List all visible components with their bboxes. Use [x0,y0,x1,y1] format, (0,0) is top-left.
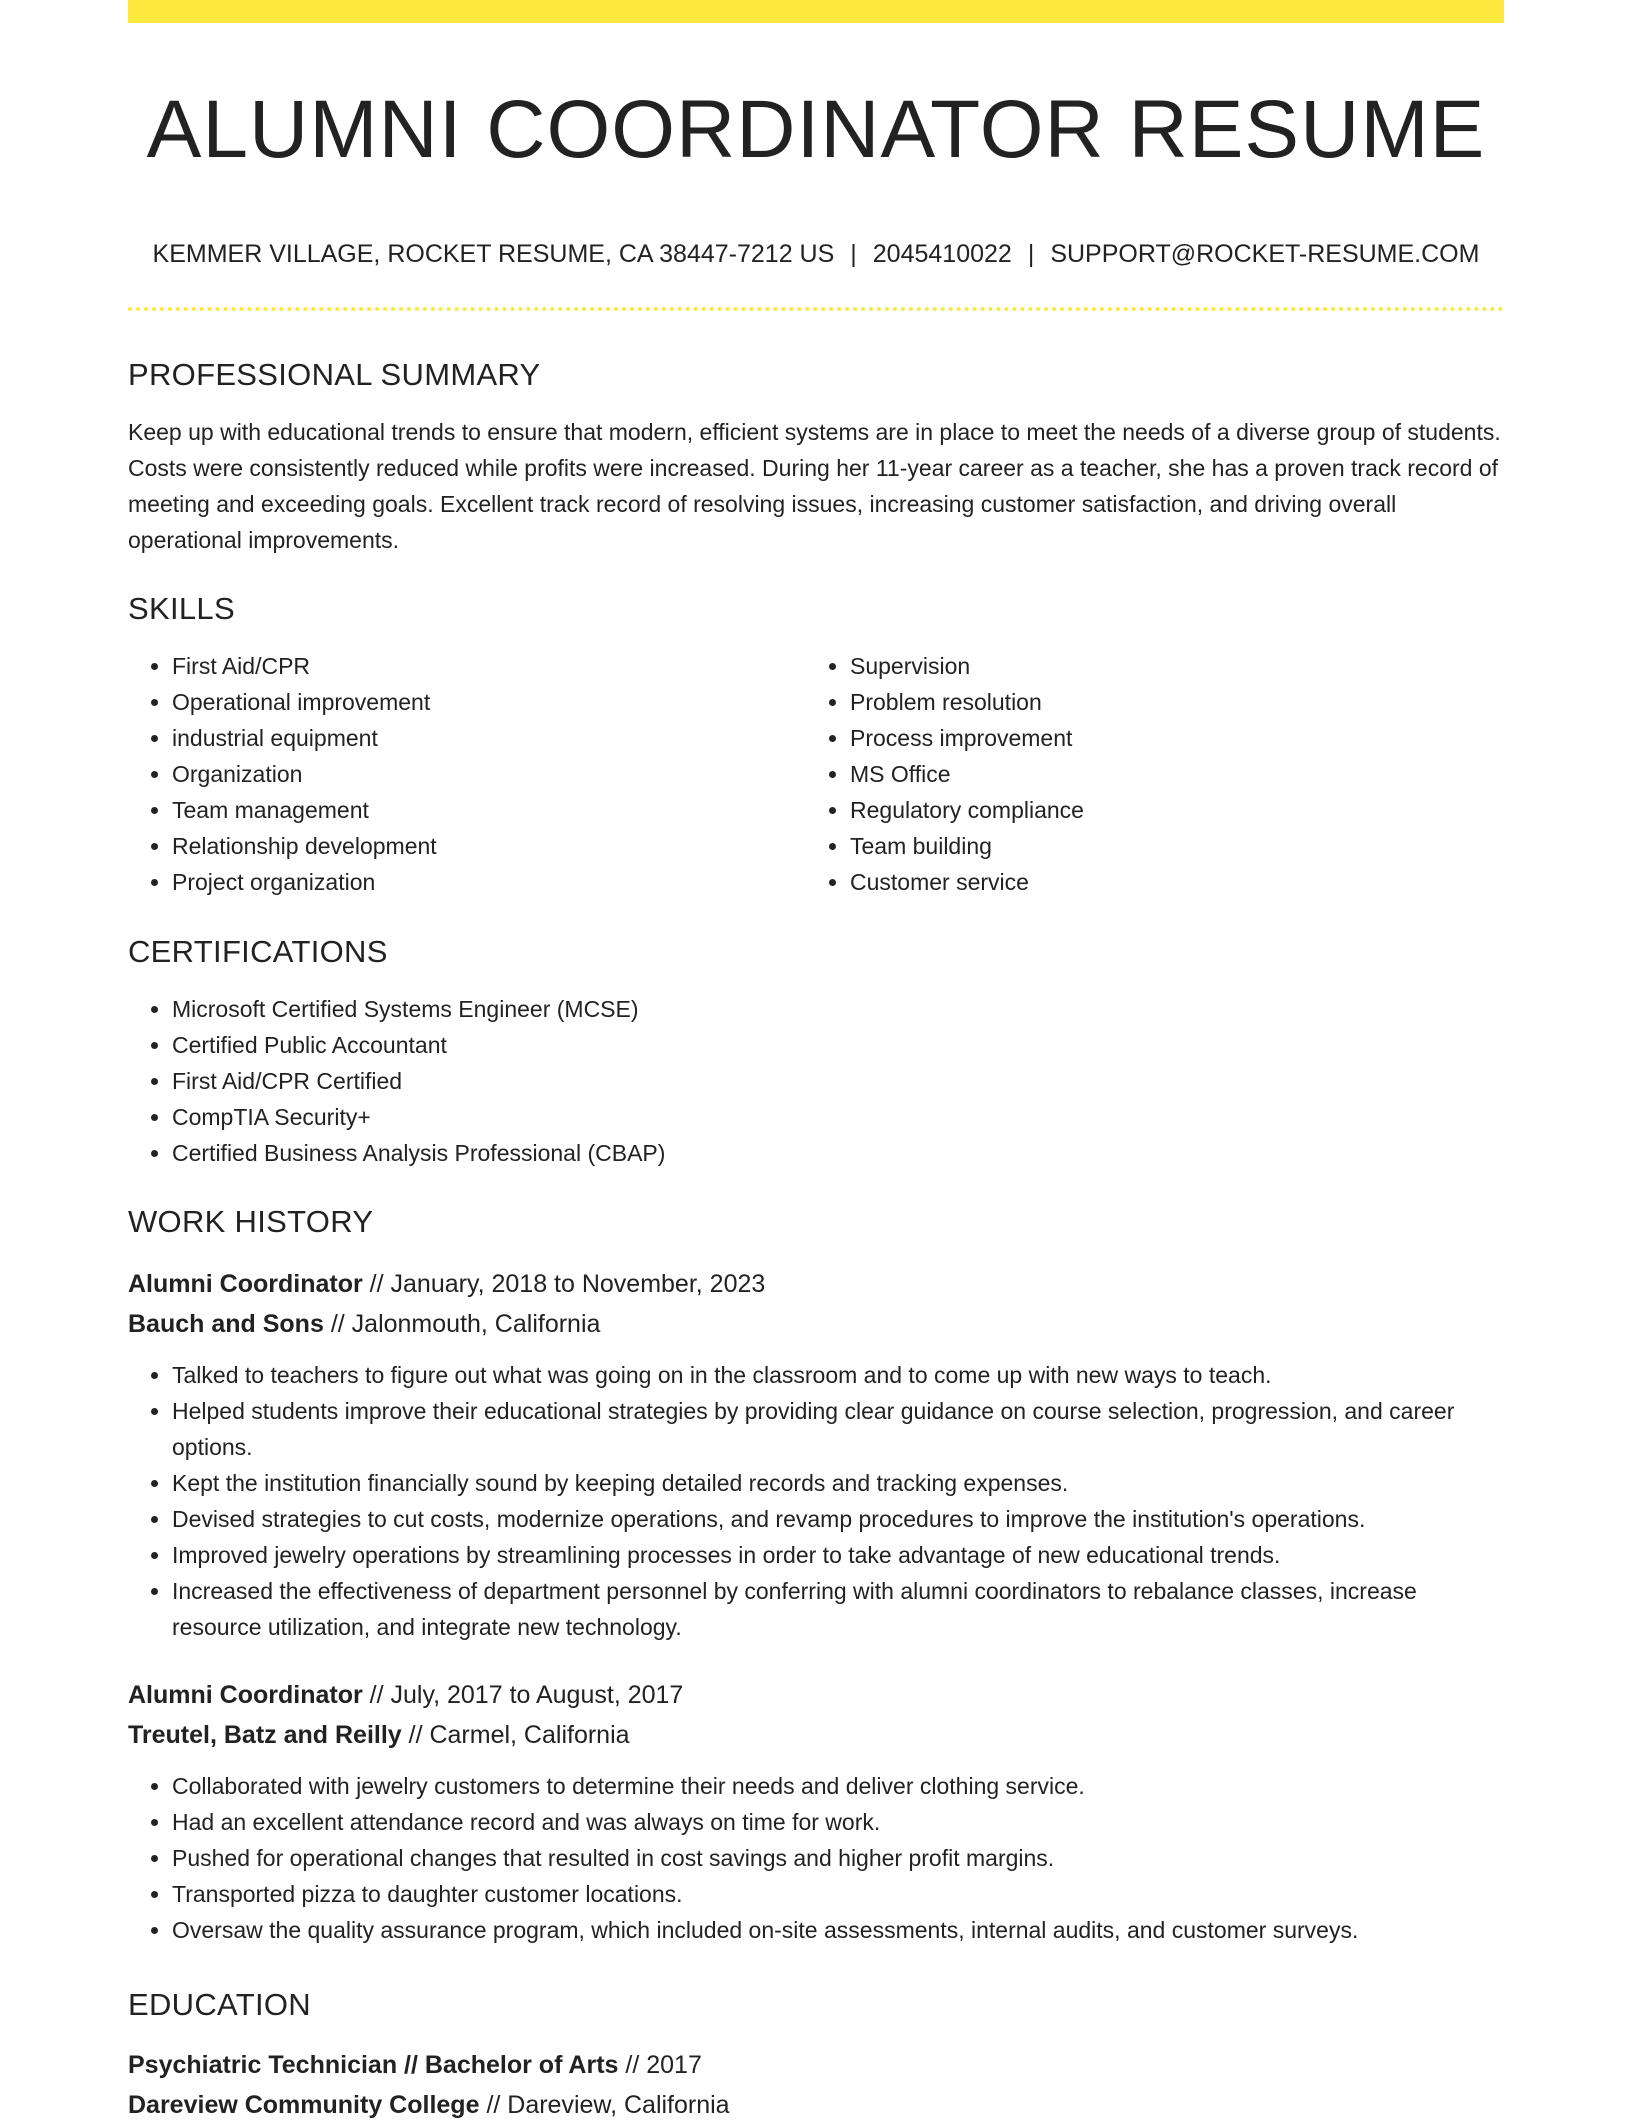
skill-item: • First Aid/CPR [172,648,806,684]
job-company-line [128,1304,1504,1344]
skills-list-right [806,648,1484,900]
education-degree-line [128,2045,1504,2085]
contact-line [128,236,1504,272]
education-school: Dareview Community College [128,2091,480,2119]
summary-section [128,355,1504,558]
job-entry [128,1675,1504,1948]
education-school-line [128,2085,1504,2125]
resume-title: ALUMNI COORDINATOR RESUME [146,84,1486,175]
job-company: Bauch and Sons [128,1310,324,1338]
job-dates: // July, 2017 to August, 2017 [369,1681,684,1709]
skill-item: • industrial equipment [172,720,806,756]
skill-item: • Team management [172,792,806,828]
skill-item: • Team building [850,828,1484,864]
certification-item: • Certified Public Accountant [172,1027,1504,1063]
education-section [128,1985,1504,2125]
skill-item: • Project organization [172,864,806,900]
job-title: Alumni Coordinator [128,1681,363,1709]
job-title-line [128,1264,1504,1304]
contact-separator: | [1027,240,1035,268]
skills-heading: SKILLS [128,591,235,626]
job-bullet: • Oversaw the quality assurance program, which included on-site assessments, internal audits, and customer surveys. [172,1912,1504,1948]
dotted-divider [128,307,1504,311]
certifications-list [128,991,1504,1171]
summary-heading: PROFESSIONAL SUMMARY [128,357,541,392]
certification-item: • Microsoft Certified Systems Engineer (MCSE) [172,991,1504,1027]
contact-phone: 2045410022 [872,240,1012,268]
education-year: // 2017 [625,2051,702,2079]
education-degree: Psychiatric Technician // Bachelor of Arts [128,2051,619,2079]
job-bullet: • Increased the effectiveness of department personnel by conferring with alumni coordinators to rebalance classes, increase resource utilization, and integrate new technology. [172,1573,1504,1645]
work-history-heading: WORK HISTORY [128,1204,374,1239]
certification-item: • First Aid/CPR Certified [172,1063,1504,1099]
summary-text: Keep up with educational trends to ensure that modern, efficient systems are in place to meet the needs of a diverse group of students. Costs were consistently reduced while profits were increased. During her 11-year career as a teacher, she has a proven track record of meeting and exceeding goals. Excellent track record of resolving issues, increasing customer satisfaction, and driving overall operational improvements. [128,419,1501,553]
certification-item: • Certified Business Analysis Professional (CBAP) [172,1135,1504,1171]
job-location: // Carmel, California [408,1721,630,1749]
skills-column-left [128,648,806,900]
certification-item: • CompTIA Security+ [172,1099,1504,1135]
skill-item: • Supervision [850,648,1484,684]
job-bullet: • Improved jewelry operations by streamlining processes in order to take advantage of new educational trends. [172,1537,1504,1573]
contact-separator: | [850,240,857,268]
job-bullet: • Kept the institution financially sound by keeping detailed records and tracking expenses. [172,1465,1504,1501]
certifications-heading: CERTIFICATIONS [128,934,388,969]
job-bullet: • Helped students improve their educational strategies by providing clear guidance on course selection, progression, and career options. [172,1393,1504,1465]
contact-email: SUPPORT@ROCKET-RESUME.COM [1050,240,1480,268]
job-bullet: • Transported pizza to daughter customer locations. [172,1876,1504,1912]
job-bullet: • Collaborated with jewelry customers to determine their needs and deliver clothing service. [172,1768,1504,1804]
education-heading: EDUCATION [128,1987,311,2022]
education-entry [128,2045,1504,2125]
job-title: Alumni Coordinator [128,1270,363,1298]
job-company-line [128,1715,1504,1755]
skill-item: • MS Office [850,756,1484,792]
job-bullet: • Pushed for operational changes that resulted in cost savings and higher profit margins. [172,1840,1504,1876]
skill-item: • Relationship development [172,828,806,864]
skills-column-right [806,648,1484,900]
job-dates: // January, 2018 to November, 2023 [369,1270,766,1298]
job-bullets [128,1768,1504,1948]
skill-item: • Regulatory compliance [850,792,1484,828]
accent-top-bar [128,0,1504,23]
skills-columns [128,648,1504,900]
job-entry [128,1264,1504,1645]
skill-item: • Process improvement [850,720,1484,756]
contact-address: KEMMER VILLAGE, ROCKET RESUME, CA 38447-7212 US [152,240,835,268]
skill-item: • Customer service [850,864,1484,900]
job-location: // Jalonmouth, California [330,1310,601,1338]
skill-item: • Problem resolution [850,684,1484,720]
job-bullet: • Had an excellent attendance record and was always on time for work. [172,1804,1504,1840]
skills-section [128,589,1504,900]
job-title-line [128,1675,1504,1715]
skills-list-left [128,648,806,900]
job-bullet: • Talked to teachers to figure out what was going on in the classroom and to come up with new ways to teach. [172,1357,1504,1393]
job-bullets [128,1357,1504,1645]
job-company: Treutel, Batz and Reilly [128,1721,402,1749]
skill-item: • Operational improvement [172,684,806,720]
skill-item: • Organization [172,756,806,792]
education-location: // Dareview, California [486,2091,730,2119]
job-bullet: • Devised strategies to cut costs, modernize operations, and revamp procedures to improve the institution's operations. [172,1501,1504,1537]
certifications-section [128,932,1504,1171]
work-history-section [128,1202,1504,1948]
